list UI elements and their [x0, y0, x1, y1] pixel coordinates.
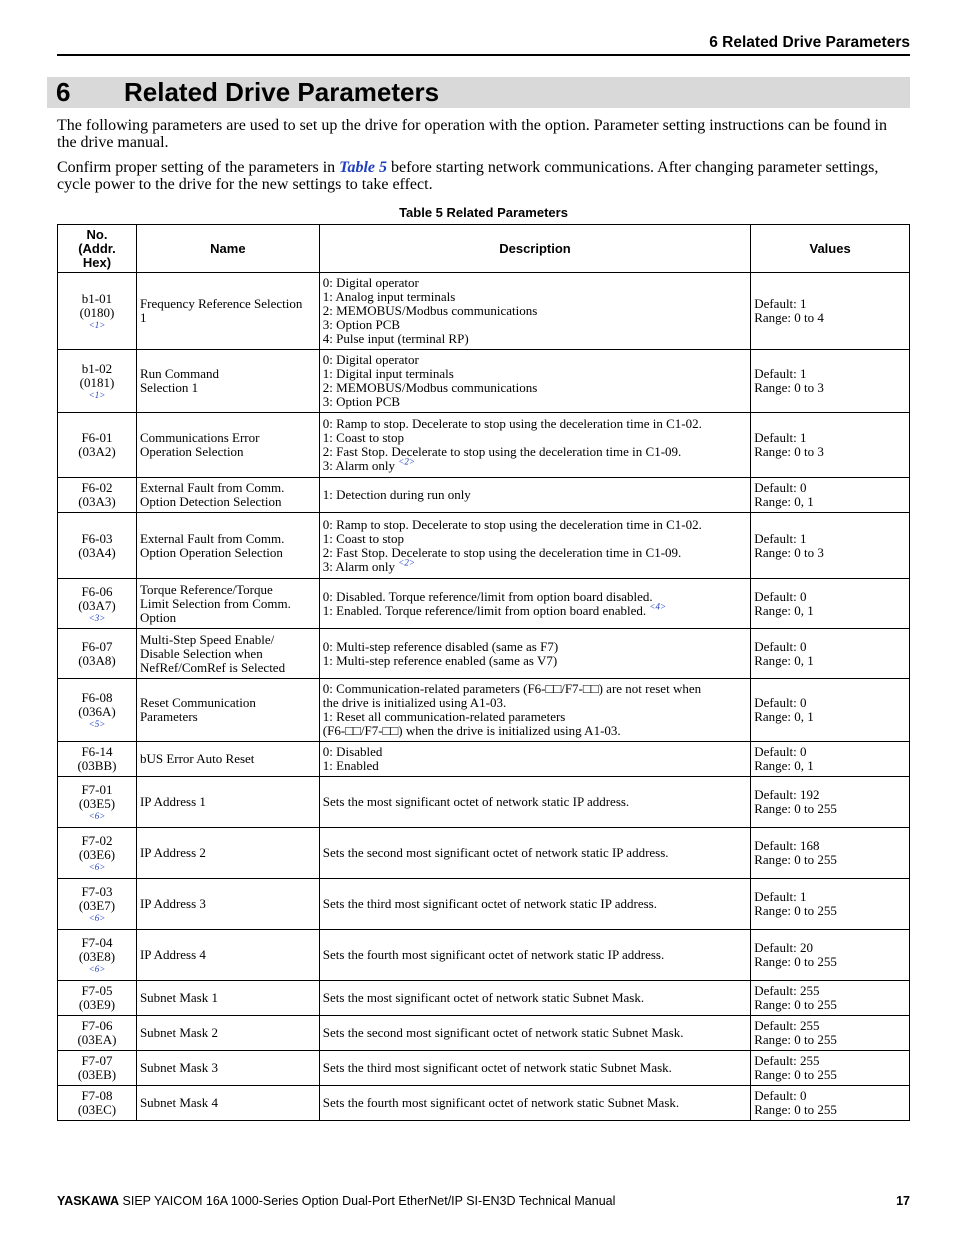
- footer-brand: YASKAWA: [57, 1194, 120, 1208]
- value-line: Default: 0: [754, 1088, 807, 1103]
- name-line: Communications Error: [139, 430, 260, 445]
- footer-doc-title: SIEP YAICOM 16A 1000-Series Option Dual-Port EtherNet/IP SI-EN3D Technical Manual: [119, 1194, 616, 1208]
- name-line: Operation Selection: [139, 444, 244, 459]
- name-line: Limit Selection from Comm.: [139, 595, 291, 611]
- confirm-text-after: before starting network communications. After changing parameter settings, cycle power to the drive for the new settings to take effect.: [57, 159, 879, 193]
- description-line: 2: Fast Stop. Decelerate to stop using the deceleration time in C1-09.: [322, 544, 682, 560]
- name-line: Subnet Mask 3: [139, 1060, 218, 1075]
- value-line: Range: 0, 1: [754, 602, 814, 618]
- value-line: Default: 255: [754, 1053, 820, 1068]
- name-line: IP Address 3: [139, 896, 206, 911]
- description-line: 2: MEMOBUS/Modbus communications: [322, 380, 538, 395]
- cell-name: [136, 513, 319, 579]
- parameter-address: (03A8): [78, 652, 116, 668]
- table-row: [58, 879, 910, 930]
- cell-name: [136, 1016, 319, 1051]
- description-line: Sets the second most significant octet of network static IP address.: [322, 845, 669, 860]
- cell-name: [136, 478, 319, 513]
- cell-parameter-no: [58, 350, 137, 413]
- cell-parameter-no: [58, 478, 137, 513]
- description-line: 0: Ramp to stop. Decelerate to stop using the deceleration time in C1-02.: [322, 416, 702, 431]
- description-line-with-note: [322, 456, 747, 473]
- value-line: Default: 1: [754, 296, 807, 311]
- cell-name: [136, 930, 319, 981]
- value-line: Range: 0 to 255: [754, 954, 837, 969]
- name-line: Run Command: [139, 366, 220, 381]
- cell-parameter-no: [58, 413, 137, 478]
- cell-description: [319, 413, 750, 478]
- description-line: (F6-□□/F7-□□) when the drive is initialized using A1-03.: [322, 723, 621, 738]
- table-row: [58, 1051, 910, 1086]
- cell-values: [751, 413, 910, 478]
- value-line: Default: 255: [754, 1018, 820, 1033]
- description-line: Sets the most significant octet of network static IP address.: [322, 794, 630, 809]
- value-line: Default: 0: [754, 695, 807, 710]
- value-line: Default: 0: [754, 638, 807, 654]
- cell-values: [751, 1086, 910, 1121]
- parameter-address: (036A): [78, 704, 116, 719]
- name-line: Torque Reference/Torque: [139, 581, 273, 597]
- header-rule: [57, 54, 910, 56]
- value-line: Default: 192: [754, 787, 820, 802]
- cell-description: [319, 273, 750, 350]
- cell-name: [136, 742, 319, 777]
- parameter-number: F7-02: [81, 833, 113, 848]
- description-line: 1: Coast to stop: [322, 430, 405, 445]
- footnote-ref[interactable]: <1>: [88, 320, 106, 330]
- parameter-number: F7-07: [81, 1053, 113, 1068]
- parameter-number: F7-06: [81, 1018, 113, 1033]
- name-line: 1: [139, 310, 147, 325]
- parameter-address: (03E9): [78, 997, 116, 1012]
- cell-values: [751, 879, 910, 930]
- description-line: Sets the fourth most significant octet of network static IP address.: [322, 947, 665, 962]
- cell-values: [751, 579, 910, 629]
- table-row: [58, 513, 910, 579]
- parameter-address: (03E5): [78, 796, 116, 811]
- table-row: [58, 930, 910, 981]
- description-line: 2: Fast Stop. Decelerate to stop using the deceleration time in C1-09.: [322, 444, 682, 459]
- name-line: Disable Selection when: [139, 645, 263, 661]
- description-line: 0: Communication-related parameters (F6-□□/F7-□□) are not reset when: [322, 681, 702, 696]
- cell-values: [751, 350, 910, 413]
- description-line: Sets the fourth most significant octet of network static Subnet Mask.: [322, 1095, 680, 1110]
- table-row: [58, 777, 910, 828]
- cell-description: [319, 579, 750, 629]
- name-line: Multi-Step Speed Enable/: [139, 631, 275, 647]
- cell-name: [136, 879, 319, 930]
- value-line: Range: 0, 1: [754, 758, 814, 773]
- cell-description: [319, 828, 750, 879]
- related-parameters-table: [57, 224, 910, 1121]
- cell-values: [751, 930, 910, 981]
- parameter-number: F6-03: [81, 530, 113, 546]
- value-line: Default: 1: [754, 530, 807, 546]
- footnote-ref[interactable]: <6>: [88, 964, 106, 974]
- parameter-address: (0181): [79, 375, 115, 390]
- cell-values: [751, 777, 910, 828]
- cell-name: [136, 579, 319, 629]
- parameter-number: F7-04: [81, 935, 113, 950]
- parameter-number: F7-08: [81, 1088, 113, 1103]
- cell-description: [319, 742, 750, 777]
- cell-values: [751, 742, 910, 777]
- cell-name: [136, 1086, 319, 1121]
- cell-description: [319, 350, 750, 413]
- parameter-number: F7-01: [81, 782, 113, 797]
- value-line: Default: 0: [754, 480, 807, 495]
- cell-parameter-no: [58, 513, 137, 579]
- value-line: Range: 0 to 255: [754, 1067, 837, 1082]
- cell-description: [319, 930, 750, 981]
- cell-parameter-no: [58, 930, 137, 981]
- cell-values: [751, 273, 910, 350]
- parameter-address: (03E8): [78, 949, 116, 964]
- cell-description: [319, 879, 750, 930]
- footnote-ref[interactable]: <2>: [398, 557, 415, 568]
- confirm-paragraph: [57, 159, 910, 193]
- name-line: IP Address 1: [139, 794, 206, 809]
- description-line: 1: Enabled. Torque reference/limit from option board enabled.: [322, 602, 647, 618]
- value-line: Range: 0 to 255: [754, 852, 837, 867]
- name-line: External Fault from Comm.: [139, 480, 285, 495]
- parameter-number: b1-01: [81, 291, 113, 306]
- parameter-number: F6-07: [81, 638, 113, 654]
- description-line: 0: Digital operator: [322, 275, 419, 290]
- value-line: Range: 0 to 255: [754, 903, 837, 918]
- name-line: NefRef/ComRef is Selected: [139, 659, 286, 675]
- cell-description: [319, 1016, 750, 1051]
- description-line: 1: Digital input terminals: [322, 366, 454, 381]
- cell-parameter-no: [58, 828, 137, 879]
- section-title: Related Drive Parameters: [124, 77, 440, 107]
- description-line: 1: Coast to stop: [322, 530, 405, 546]
- value-line: Default: 1: [754, 430, 807, 445]
- description-line: 3: Option PCB: [322, 317, 401, 332]
- value-line: Range: 0 to 255: [754, 1032, 837, 1047]
- table-header-row: [58, 225, 910, 273]
- header-values: Values: [751, 225, 910, 273]
- parameter-number: F6-14: [81, 744, 113, 759]
- confirm-text-before: Confirm proper setting of the parameters in: [57, 159, 340, 176]
- header-no: [58, 225, 137, 273]
- value-line: Range: 0, 1: [754, 652, 814, 668]
- description-line: 3: Alarm only: [322, 458, 395, 473]
- footnote-ref[interactable]: <6>: [88, 862, 106, 872]
- parameter-address: (03A2): [78, 444, 116, 459]
- cell-name: [136, 273, 319, 350]
- cell-parameter-no: [58, 1016, 137, 1051]
- cell-parameter-no: [58, 981, 137, 1016]
- parameter-address: (03EA): [77, 1032, 117, 1047]
- description-line: 2: MEMOBUS/Modbus communications: [322, 303, 538, 318]
- cell-name: [136, 629, 319, 679]
- description-line: 1: Analog input terminals: [322, 289, 456, 304]
- cell-parameter-no: [58, 679, 137, 742]
- table-row: [58, 350, 910, 413]
- description-line-with-note: [322, 557, 747, 574]
- page-footer: [57, 1194, 910, 1208]
- parameter-number: F7-03: [81, 884, 113, 899]
- header-name: Name: [136, 225, 319, 273]
- description-line: Sets the third most significant octet of network static Subnet Mask.: [322, 1060, 672, 1075]
- name-line: Subnet Mask 4: [139, 1095, 218, 1110]
- cell-parameter-no: [58, 629, 137, 679]
- parameter-number: F6-06: [81, 583, 113, 599]
- table-row: [58, 1086, 910, 1121]
- cell-name: [136, 1051, 319, 1086]
- cell-description: [319, 777, 750, 828]
- parameter-number: b1-02: [81, 361, 113, 376]
- description-line: 4: Pulse input (terminal RP): [322, 331, 469, 346]
- name-line: Frequency Reference Selection: [139, 296, 303, 311]
- name-line: Parameters: [139, 709, 198, 724]
- cell-name: [136, 350, 319, 413]
- parameter-number: F6-08: [81, 690, 113, 705]
- cell-values: [751, 828, 910, 879]
- table-body: [58, 273, 910, 1121]
- name-line: IP Address 4: [139, 947, 206, 962]
- value-line: Range: 0 to 255: [754, 997, 837, 1012]
- cell-name: [136, 679, 319, 742]
- footnote-ref[interactable]: <3>: [88, 612, 106, 623]
- parameter-address: (03A4): [78, 544, 116, 560]
- footnote-ref[interactable]: <4>: [649, 601, 667, 612]
- parameter-address: (03BB): [77, 758, 117, 773]
- table-caption: Table 5 Related Parameters: [399, 205, 568, 220]
- parameter-address: (0180): [79, 305, 115, 320]
- description-line: Sets the second most significant octet of network static Subnet Mask.: [322, 1025, 684, 1040]
- parameter-address: (03E6): [78, 847, 116, 862]
- cell-description: [319, 513, 750, 579]
- running-header: 6 Related Drive Parameters: [709, 34, 910, 51]
- description-line: 3: Option PCB: [322, 394, 401, 409]
- parameter-number: F6-01: [81, 430, 113, 445]
- footnote-ref[interactable]: <5>: [88, 719, 106, 729]
- cell-values: [751, 1016, 910, 1051]
- table-row: [58, 478, 910, 513]
- parameter-number: F6-02: [81, 480, 113, 495]
- name-line: Option Operation Selection: [139, 544, 283, 560]
- footnote-ref[interactable]: <2>: [398, 456, 415, 467]
- name-line: External Fault from Comm.: [139, 530, 285, 546]
- table-row: [58, 413, 910, 478]
- value-line: Range: 0 to 3: [754, 380, 824, 395]
- table-row: [58, 742, 910, 777]
- name-line: Option Detection Selection: [139, 494, 282, 509]
- table-row: [58, 828, 910, 879]
- description-line: Sets the most significant octet of network static Subnet Mask.: [322, 990, 645, 1005]
- cell-name: [136, 413, 319, 478]
- cell-parameter-no: [58, 1086, 137, 1121]
- value-line: Range: 0 to 3: [754, 444, 824, 459]
- value-line: Default: 0: [754, 588, 807, 604]
- value-line: Default: 0: [754, 744, 807, 759]
- intro-paragraph: The following parameters are used to set up the drive for operation with the option. Parameter setting instructions can be found in the drive manual.: [57, 117, 887, 151]
- value-line: Range: 0 to 255: [754, 1102, 837, 1117]
- cell-parameter-no: [58, 777, 137, 828]
- footnote-ref[interactable]: <6>: [88, 811, 106, 821]
- cell-parameter-no: [58, 579, 137, 629]
- name-line: bUS Error Auto Reset: [139, 751, 255, 766]
- description-line: Sets the third most significant octet of network static IP address.: [322, 896, 657, 911]
- cell-parameter-no: [58, 273, 137, 350]
- table-row: [58, 273, 910, 350]
- cell-name: [136, 828, 319, 879]
- parameter-number: F7-05: [81, 983, 113, 998]
- table-row: [58, 579, 910, 629]
- table-row: [58, 981, 910, 1016]
- value-line: Default: 255: [754, 983, 820, 998]
- description-line: 0: Digital operator: [322, 352, 419, 367]
- cell-parameter-no: [58, 879, 137, 930]
- parameter-address: (03EB): [77, 1067, 117, 1082]
- name-line: Subnet Mask 2: [139, 1025, 218, 1040]
- footnote-ref[interactable]: <1>: [88, 390, 106, 400]
- description-line: 1: Multi-step reference enabled (same as V7): [322, 652, 558, 668]
- cell-values: [751, 513, 910, 579]
- name-line: IP Address 2: [139, 845, 206, 860]
- cell-name: [136, 777, 319, 828]
- table-row: [58, 679, 910, 742]
- cell-values: [751, 478, 910, 513]
- value-line: Range: 0, 1: [754, 709, 814, 724]
- name-line: Subnet Mask 1: [139, 990, 218, 1005]
- value-line: Range: 0 to 4: [754, 310, 824, 325]
- description-line: 3: Alarm only: [322, 558, 395, 574]
- parameter-address: (03A7): [78, 597, 116, 613]
- description-line: 1: Enabled: [322, 758, 379, 773]
- description-line: 0: Ramp to stop. Decelerate to stop using the deceleration time in C1-02.: [322, 516, 702, 532]
- header-description: Description: [319, 225, 750, 273]
- cell-parameter-no: [58, 742, 137, 777]
- cell-description: [319, 478, 750, 513]
- section-number: 6: [56, 77, 71, 107]
- description-line: 0: Disabled. Torque reference/limit from option board disabled.: [322, 588, 653, 604]
- value-line: Range: 0 to 255: [754, 801, 837, 816]
- section-heading: [47, 77, 910, 108]
- value-line: Range: 0, 1: [754, 494, 814, 509]
- value-line: Default: 1: [754, 889, 807, 904]
- table-5-link[interactable]: Table 5: [339, 159, 387, 176]
- cell-parameter-no: [58, 1051, 137, 1086]
- parameter-address: (03A3): [78, 494, 116, 509]
- cell-values: [751, 629, 910, 679]
- cell-values: [751, 981, 910, 1016]
- cell-description: [319, 981, 750, 1016]
- cell-description: [319, 679, 750, 742]
- value-line: Default: 168: [754, 838, 820, 853]
- cell-description: [319, 1051, 750, 1086]
- description-line: 0: Disabled: [322, 744, 383, 759]
- footnote-ref[interactable]: <6>: [88, 913, 106, 923]
- table-row: [58, 629, 910, 679]
- parameter-address: (03EC): [77, 1102, 117, 1117]
- value-line: Default: 1: [754, 366, 807, 381]
- cell-description: [319, 1086, 750, 1121]
- description-line-with-note: [322, 601, 747, 618]
- name-line: Reset Communication: [139, 695, 256, 710]
- description-line: the drive is initialized using A1-03.: [322, 695, 507, 710]
- cell-values: [751, 1051, 910, 1086]
- cell-name: [136, 981, 319, 1016]
- value-line: Default: 20: [754, 940, 814, 955]
- cell-description: [319, 629, 750, 679]
- value-line: Range: 0 to 3: [754, 544, 824, 560]
- cell-values: [751, 679, 910, 742]
- description-line: 1: Detection during run only: [322, 487, 471, 502]
- page-number: 17: [896, 1194, 910, 1208]
- header-no-label: No. (Addr. Hex): [78, 226, 116, 270]
- name-line: Selection 1: [139, 380, 199, 395]
- table-row: [58, 1016, 910, 1051]
- description-line: 0: Multi-step reference disabled (same as F7): [322, 638, 559, 654]
- parameter-address: (03E7): [78, 898, 116, 913]
- name-line: Option: [139, 609, 177, 625]
- description-line: 1: Reset all communication-related parameters: [322, 709, 566, 724]
